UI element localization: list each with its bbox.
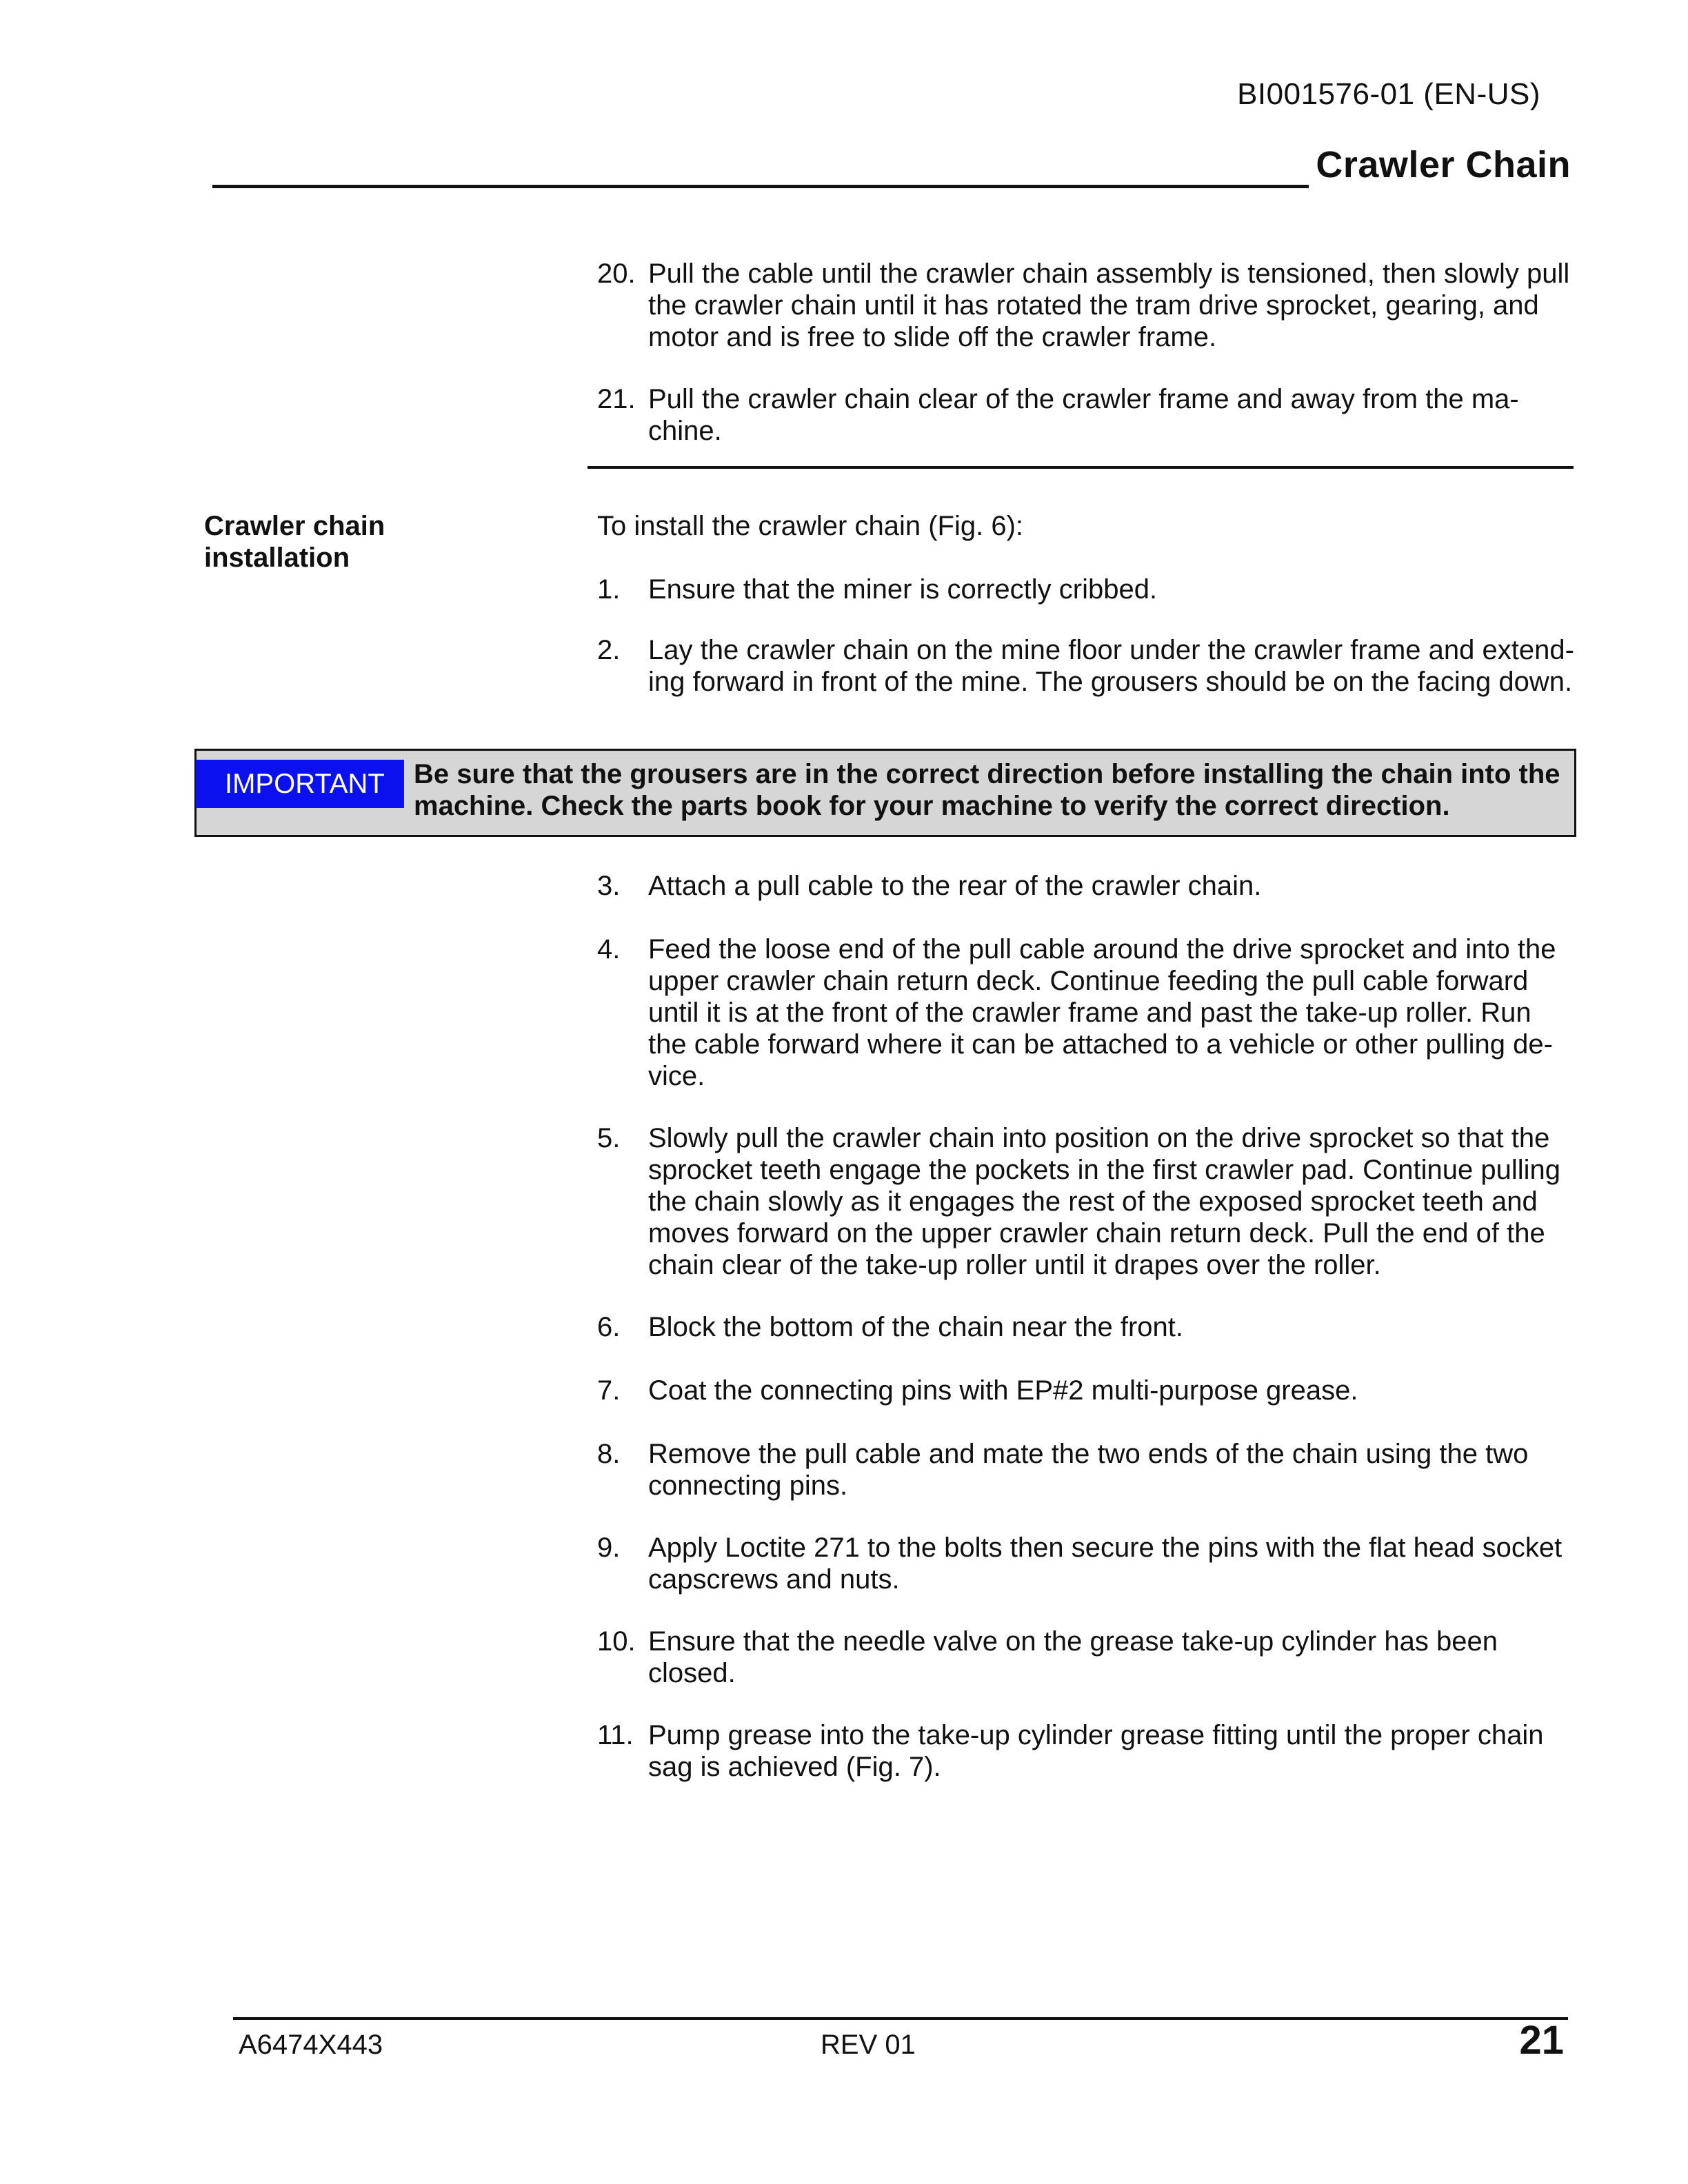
step-text: Remove the pull cable and mate the two ends of the chain using the two connecting pins. <box>648 1439 1529 1501</box>
install-step-6 <box>597 1311 1576 1343</box>
step-text: Coat the connecting pins with EP#2 multi-purpose grease. <box>648 1375 1358 1406</box>
install-step-9 <box>597 1532 1576 1595</box>
step-text: Attach a pull cable to the rear of the crawler chain. <box>648 871 1262 901</box>
step-number: 6. <box>597 1312 621 1342</box>
step-number: 2. <box>597 635 621 665</box>
step-number: 9. <box>597 1533 621 1563</box>
important-text: Be sure that the grousers are in the correct direction before installing the chain into the machine. Check the parts book for your machine to verify the correct direction. <box>414 759 1560 821</box>
step-text: Lay the crawler chain on the mine floor under the crawler frame and extend-ing forward in front of the mine. The grousers should be on the facing down. <box>648 635 1574 697</box>
step-text: Pull the cable until the crawler chain assembly is tensioned, then slowly pull the crawler chain until it has rotated the tram drive sprocket, gearing, and motor and is free to slide off the crawler frame. <box>648 259 1570 352</box>
document-id: BI001576-01 (EN-US) <box>1237 77 1540 111</box>
step-number: 5. <box>597 1123 621 1153</box>
step-text: Pull the crawler chain clear of the crawler frame and away from the ma-chine. <box>648 384 1519 446</box>
install-step-1 <box>597 574 1576 605</box>
step-number: 4. <box>597 934 621 964</box>
install-step-3 <box>597 870 1576 902</box>
step-number: 11. <box>597 1720 634 1750</box>
section-title: Crawler Chain <box>1316 144 1571 185</box>
step-text: Block the bottom of the chain near the front. <box>648 1312 1184 1342</box>
footer-revision: REV 01 <box>821 2030 916 2060</box>
install-step-2 <box>597 634 1576 698</box>
step-number: 3. <box>597 871 621 901</box>
side-heading: Crawler chain installation <box>204 511 385 573</box>
step-text: Pump grease into the take-up cylinder grease fitting until the proper chain sag is achieved (Fig. 7). <box>648 1720 1544 1782</box>
install-step-4 <box>597 933 1576 1092</box>
install-step-11 <box>597 1719 1576 1783</box>
section-divider <box>587 466 1574 469</box>
footer-part-number: A6474X443 <box>239 2030 383 2060</box>
step-text: Apply Loctite 271 to the bolts then secure the pins with the flat head socket capscrews and nuts. <box>648 1533 1563 1595</box>
install-step-5 <box>597 1122 1576 1281</box>
install-step-7 <box>597 1375 1576 1406</box>
step-number: 21. <box>597 384 636 414</box>
removal-step-21 <box>597 383 1576 447</box>
install-step-10 <box>597 1626 1576 1689</box>
page-number: 21 <box>1519 2018 1564 2063</box>
footer-rule <box>233 2017 1568 2020</box>
header-rule <box>212 185 1309 188</box>
removal-step-20 <box>597 258 1576 353</box>
step-text: Ensure that the miner is correctly cribbed. <box>648 574 1158 605</box>
step-number: 10. <box>597 1626 636 1657</box>
step-number: 8. <box>597 1439 621 1469</box>
installation-intro: To install the crawler chain (Fig. 6): <box>597 511 1024 541</box>
important-label: IMPORTANT <box>196 760 404 808</box>
step-number: 20. <box>597 259 636 289</box>
step-number: 7. <box>597 1375 621 1406</box>
step-text: Feed the loose end of the pull cable around the drive sprocket and into the upper crawler chain return deck. Continue feeding the pull cable forward until it is at the front of the crawler frame and past the take-up roller. Run the cable forward where it can be attached to a vehicle or other pulling de-vice. <box>648 934 1556 1091</box>
install-step-8 <box>597 1438 1576 1502</box>
step-text: Ensure that the needle valve on the grease take-up cylinder has been closed. <box>648 1626 1498 1688</box>
step-number: 1. <box>597 574 621 605</box>
step-text: Slowly pull the crawler chain into position on the drive sprocket so that the sprocket teeth engage the pockets in the first crawler pad. Continue pulling the chain slowly as it engages the rest of the exposed sprocket teeth and moves forward on the upper crawler chain return deck. Pull the end of the chain clear of the take-up roller until it drapes over the roller. <box>648 1123 1561 1280</box>
